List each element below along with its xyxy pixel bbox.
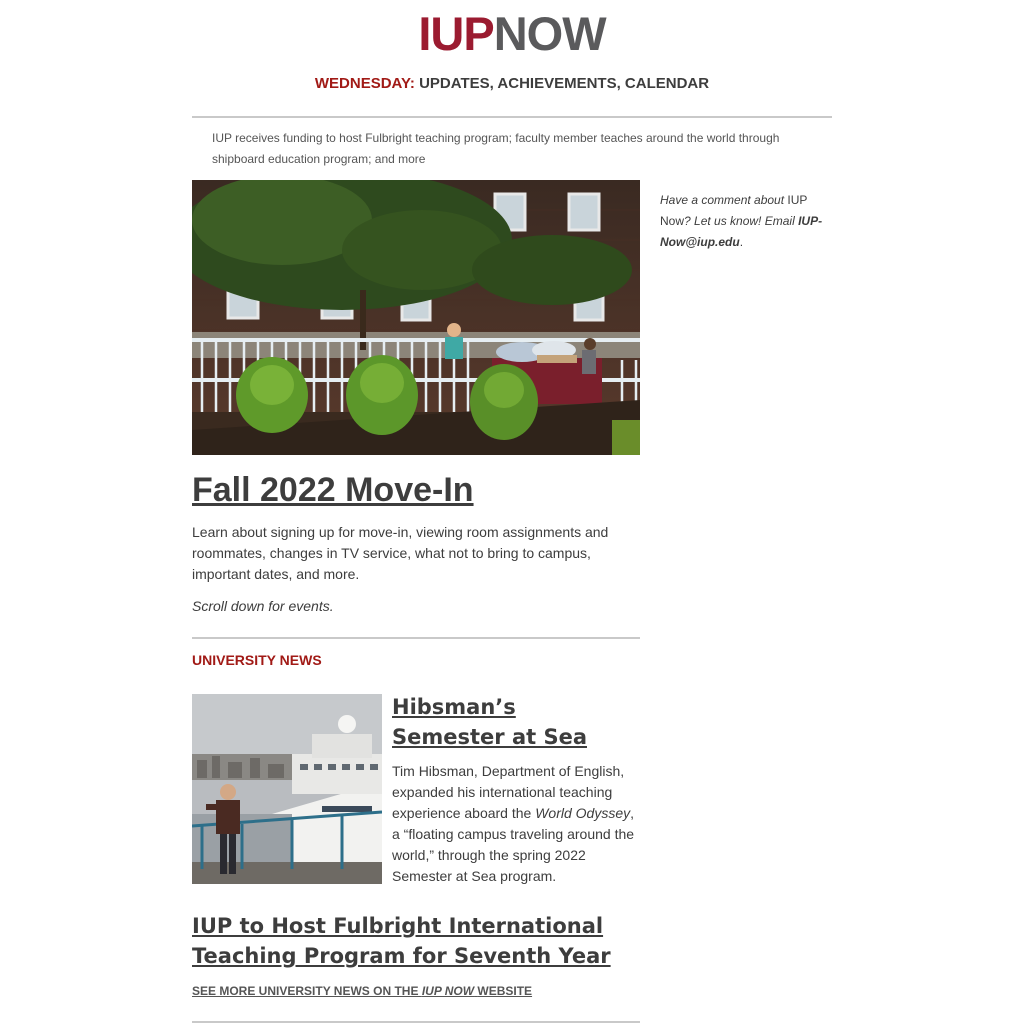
story-fulbright-title-link[interactable]: IUP to Host Fulbright International Teaching Program for Seventh Year	[192, 914, 611, 968]
preheader-summary: IUP receives funding to host Fulbright teaching program; faculty member teaches around the world through shipboard education program; and more	[212, 131, 780, 166]
story-desc-ship-name: World Odyssey	[535, 805, 631, 821]
story-desc-part-b: , a “floating campus traveling around the world,” through the spring 2022 Semester at Sea program.	[392, 805, 635, 884]
story-hibsman-description	[392, 761, 644, 887]
iup-now-logo[interactable]	[192, 8, 832, 60]
tagline-text: UPDATES, ACHIEVEMENTS, CALENDAR	[419, 75, 710, 92]
logo-iup: IUP	[418, 7, 494, 60]
logo-now: NOW	[493, 7, 606, 60]
hero-description: Learn about signing up for move-in, viewing room assignments and roommates, changes in TV service, what not to bring to campus, important dates, and more.	[192, 524, 609, 582]
more-link-site-name: IUP NOW	[421, 984, 475, 998]
more-link-prefix: SEE MORE UNIVERSITY NEWS ON THE	[192, 984, 419, 998]
scroll-note: Scroll down for events.	[192, 598, 334, 614]
comment-text-1: Have a comment about	[660, 193, 785, 207]
feedback-email-link[interactable]: IUP-Now@iup.edu	[660, 214, 823, 249]
top-divider	[192, 116, 832, 118]
comment-note	[660, 190, 832, 253]
bottom-divider	[192, 1021, 640, 1023]
comment-text-3: ? Let us know! Email	[684, 214, 795, 228]
see-more-news-link[interactable]	[192, 982, 532, 1000]
hero-title-link[interactable]: Fall 2022 Move-In	[192, 471, 474, 509]
tagline-day: WEDNESDAY:	[314, 75, 415, 92]
university-news-heading: UNIVERSITY NEWS	[192, 652, 322, 668]
section-divider	[192, 637, 640, 639]
story-desc-part-a: Tim Hibsman, Department of English, expanded his international teaching experience aboard the	[392, 763, 625, 821]
story-hibsman-title-link[interactable]: Hibsman’s Semester at Sea	[392, 695, 587, 749]
hero-photo[interactable]	[192, 180, 640, 455]
tagline	[192, 74, 832, 94]
ship-photo[interactable]	[192, 694, 382, 884]
more-link-suffix: WEBSITE	[477, 984, 533, 998]
comment-text-2: IUP Now	[660, 193, 808, 228]
comment-text-4: .	[739, 235, 744, 249]
